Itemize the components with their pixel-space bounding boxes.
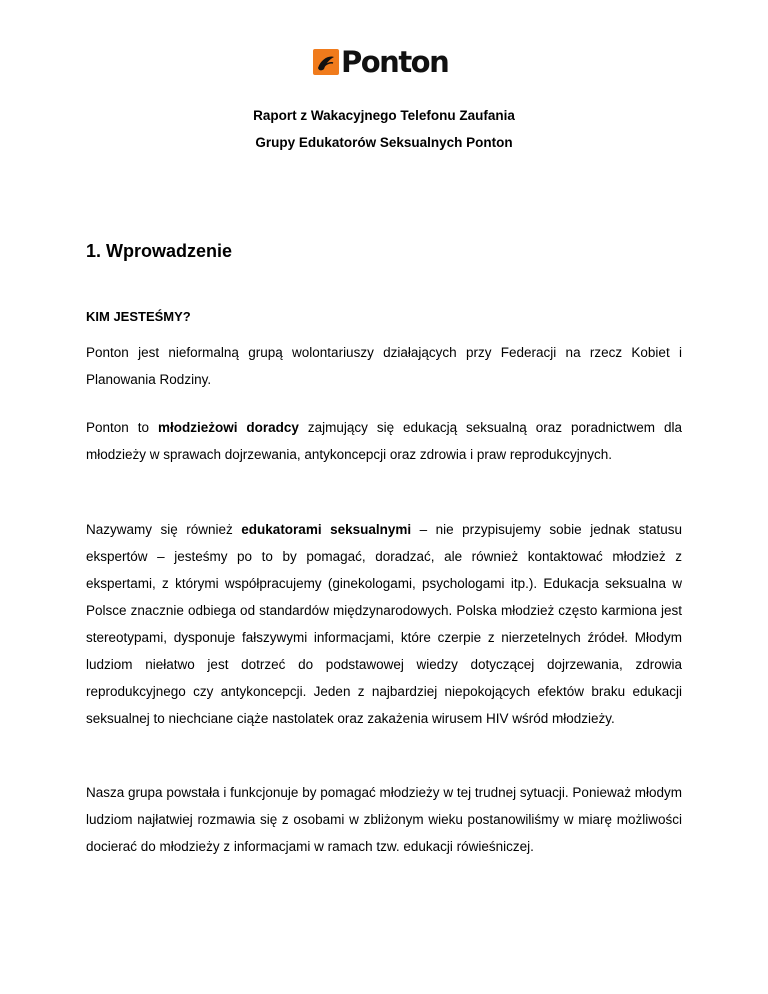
paragraph-2 <box>86 414 682 468</box>
paragraph-2-text-rest: zajmujący się edukacją seksualną oraz poradnictwem dla młodzieży w sprawach dojrzewania, antykoncepcji oraz zdrowia i praw reprodukcyjnych. <box>86 420 682 462</box>
paragraph-1: Ponton jest nieformalną grupą wolontariuszy działających przy Federacji na rzecz Kobiet i Planowania Rodziny. <box>86 345 682 387</box>
ponton-logo-icon <box>313 49 339 75</box>
report-title-line-2: Grupy Edukatorów Seksualnych Ponton <box>255 135 513 150</box>
paragraph-4: Nasza grupa powstała i funkcjonuje by pomagać młodzieży w tej trudnej sytuacji. Ponieważ młodym ludziom najłatwiej rozmawia się z osobami w zbliżonym wieku postanowiliśmy w miarę możliwości docierać do młodzieży z informacjami w ramach tzw. edukacji rówieśniczej. <box>86 785 682 854</box>
paragraph-3-text-rest: – nie przypisujemy sobie jednak statusu ekspertów – jesteśmy po to by pomagać, doradzać, ale również kontaktować młodzież z ekspertami, z którymi współpracujemy (ginekologami, psychologami itp.). Edukacja seksualna w Polsce znacznie odbiega od standardów międzynarodowych. Polska młodzież często karmiona jest stereotypami, dysponuje fałszywymi informacjami, które czerpie z nierzetelnych źródeł. Młodym ludziom niełatwo jest dotrzeć do podstawowej wiedzy dotyczącej dojrzewania, zdrowia reprodukcyjnego czy antykoncepcji. Jeden z najbardziej niepokojących efektów braku edukacji seksualnej to niechciane ciąże nastolatek oraz zakażenia wirusem HIV wśród młodzieży. <box>86 522 682 726</box>
report-title-line-1: Raport z Wakacyjnego Telefonu Zaufania <box>253 108 515 123</box>
ponton-logo-text: Ponton <box>341 45 449 79</box>
paragraph-3 <box>86 516 682 732</box>
section-heading: 1. Wprowadzenie <box>86 241 233 261</box>
paragraph-2-bold: młodzieżowi doradcy <box>157 420 299 435</box>
subsection-heading: KIM JESTEŚMY? <box>86 309 191 324</box>
paragraph-2-text: Ponton to <box>86 420 158 435</box>
paragraph-3-bold: edukatorami seksualnymi <box>241 522 412 537</box>
paragraph-3-text: Nazywamy się również <box>86 522 242 537</box>
ponton-logo <box>313 47 448 77</box>
